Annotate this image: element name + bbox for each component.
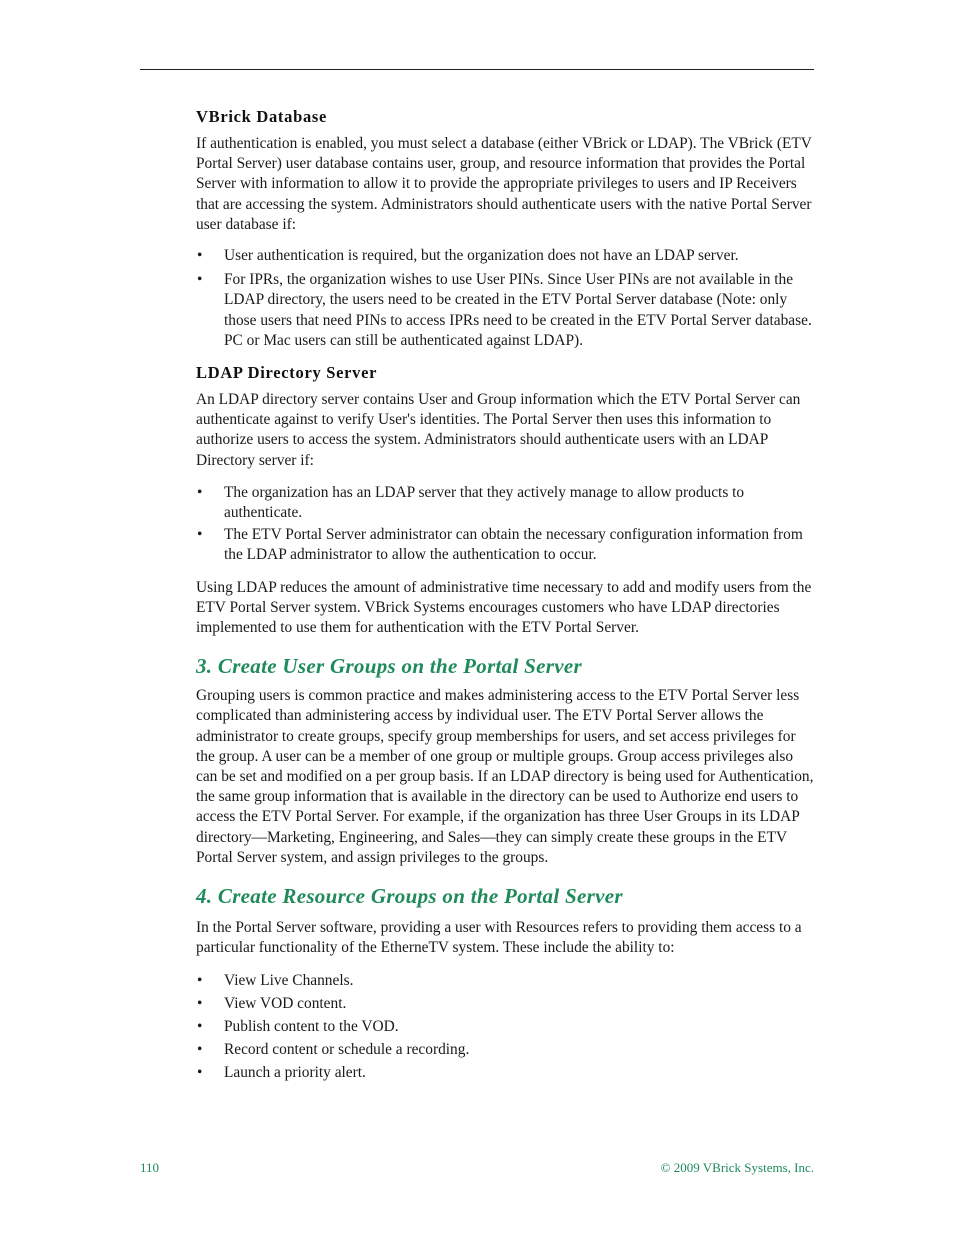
user-groups-body: Grouping users is common practice and makes administering access to the ETV Portal Server less complicated than administering access by individual user. The ETV Portal Server allows the administrator to create groups, specify group memberships for users, and set access privileges for the group. A user can be a member of one group or multiple groups. Group access privileges also can be set and modified on a per group basis. If an LDAP directory is being used for Authentication, the same group information that is available in the directory can be used to Authorize end users to access the ETV Portal Server. For example, if the organization has three User Groups in its LDAP directory—Marketing, Engineering, and Sales—they can simply create these groups in the ETV Portal Server system, and assign privileges to the groups. [196,687,814,866]
vbrick-database-heading: VBrick Database [196,107,328,126]
bullet-icon: • [197,1064,203,1082]
resource-groups-body: In the Portal Server software, providing a user with Resources refers to providing them access to a particular functionality of the EtherneTV system. These include the ability to: [196,919,802,957]
vbrick-database-list [196,246,814,351]
bullet-icon: • [197,971,203,989]
bullet-icon: • [197,1017,203,1035]
ldap-intro: An LDAP directory server contains User and Group information which the ETV Portal Server can authenticate against to verify User's identities. The Portal Server then uses this information to authorize users to access the system. Administrators should authenticate users with an LDAP Directory server if: [196,391,801,469]
resource-groups-list [196,971,814,1084]
ldap-directory-heading: LDAP Directory Server [196,363,378,383]
page-number: 110 [140,1160,160,1175]
list-item: • For IPRs, the organization wishes to use User PINs. Since User PINs are not available in the LDAP directory, the users need to be created in the ETV Portal Server database (Note: only those users that need PINs to access IPRs need to be created in the ETV Portal Server database. PC or Mac users can still be authenticated against LDAP). [197,271,812,349]
bullet-icon: • [197,526,203,544]
list-item: • Record content or schedule a recording. [196,1040,814,1060]
list-item: • View Live Channels. [196,971,814,991]
header-rule [140,69,814,70]
list-item: • Launch a priority alert. [196,1063,814,1083]
list-item: • The organization has an LDAP server that they actively manage to allow products to authenticate. [197,483,745,522]
list-item: • The ETV Portal Server administrator can obtain the necessary configuration information from the LDAP administrator to allow the authentication to occur. [197,526,803,564]
bullet-icon: • [197,271,203,289]
ldap-closing: Using LDAP reduces the amount of administrative time necessary to add and modify users from the ETV Portal Server system. VBrick Systems encourages customers who have LDAP directories implemented to use them for authentication with the ETV Portal Server. [196,578,812,637]
list-item: • User authentication is required, but the organization does not have an LDAP server. [196,246,814,266]
page-content [196,107,814,1084]
bullet-icon: • [197,483,203,501]
bullet-icon: • [197,994,203,1012]
vbrick-database-intro: If authentication is enabled, you must select a database (either VBrick or LDAP). The VBrick (ETV Portal Server) user database contains user, group, and resource information that provides the Portal Server with information to allow it to provide the appropriate privileges to users and IP Receivers that are accessing the system. Administrators should authenticate users with the native Portal Server user database if: [196,135,812,233]
list-item: • View VOD content. [196,994,814,1014]
bullet-icon: • [197,1041,203,1059]
bullet-icon: • [197,247,203,265]
list-item: • Publish content to the VOD. [196,1017,814,1037]
ldap-list [196,483,814,566]
resource-groups-heading: 4. Create Resource Groups on the Portal Server [196,884,623,909]
user-groups-heading: 3. Create User Groups on the Portal Server [196,654,582,679]
copyright-notice: © 2009 VBrick Systems, Inc. [660,1160,814,1175]
